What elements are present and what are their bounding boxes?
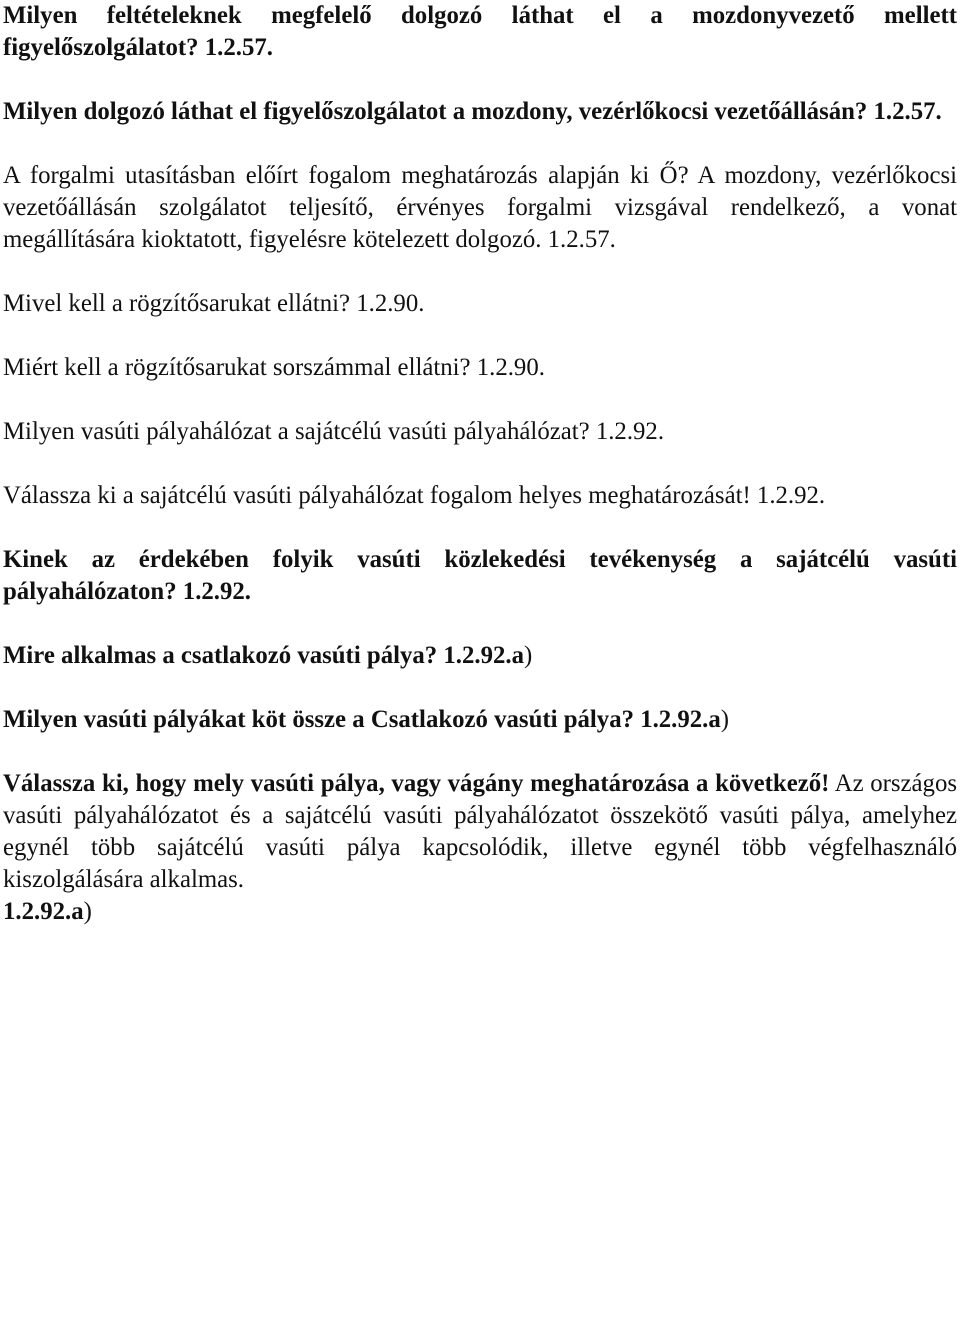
question-5-normal: Miért kell a rögzítősarukat sorszámmal ellátni? 1.2.90. — [3, 354, 545, 381]
question-9 — [3, 640, 957, 672]
question-10 — [3, 704, 957, 736]
question-4-normal: Mivel kell a rögzítősarukat ellátni? 1.2.90. — [3, 290, 425, 317]
question-4 — [3, 288, 957, 320]
question-3-normal: A forgalmi utasításban előírt fogalom meghatározás alapján ki Ő? A mozdony, vezérlőkocsi vezetőállásán szolgálatot teljesítő, érvényes forgalmi vizsgával rendelkező, a vonat megállítására kioktatott, figyelésre kötelezett dolgozó. 1.2.57. — [3, 162, 957, 253]
question-11-tail-normal: ) — [83, 898, 92, 925]
question-1-bold: Milyen feltételeknek megfelelő dolgozó láthat el a mozdonyvezető mellett figyelőszolgálatot? 1.2.57. — [3, 2, 957, 61]
question-6-normal: Milyen vasúti pályahálózat a sajátcélú vasúti pályahálózat? 1.2.92. — [3, 418, 665, 445]
question-2 — [3, 96, 957, 128]
question-7-normal: Válassza ki a sajátcélú vasúti pályahálózat fogalom helyes meghatározását! 1.2.92. — [3, 482, 826, 509]
question-10-normal: ) — [720, 706, 730, 733]
question-8 — [3, 544, 957, 608]
question-11 — [3, 768, 957, 928]
question-9-bold: Mire alkalmas a csatlakozó vasúti pálya? 1.2.92.a — [3, 642, 524, 669]
question-1 — [3, 0, 957, 64]
question-5 — [3, 352, 957, 384]
question-8-bold: Kinek az érdekében folyik vasúti közlekedési tevékenység a sajátcélú vasúti pályahálózaton? 1.2.92. — [3, 546, 957, 605]
question-10-bold: Milyen vasúti pályákat köt össze a Csatlakozó vasúti pálya? 1.2.92.a — [3, 706, 721, 733]
question-11-bold: Válassza ki, hogy mely vasúti pálya, vagy vágány meghatározása a következő! — [3, 770, 830, 797]
question-9-normal: ) — [523, 642, 533, 669]
question-2-bold: Milyen dolgozó láthat el figyelőszolgálatot a mozdony, vezérlőkocsi vezetőállásán? 1.2.57. — [3, 98, 942, 125]
question-11-tail-bold: 1.2.92.a — [3, 898, 84, 925]
question-11-normal: Az országos vasúti pályahálózatot és a sajátcélú vasúti pályahálózatot összekötő vasúti pálya, amelyhez egynél több sajátcélú vasúti pálya kapcsolódik, illetve egynél több végfelhasználó kiszolgálására alkalmas. — [3, 770, 958, 893]
question-3 — [3, 160, 957, 256]
question-7 — [3, 480, 957, 512]
question-6 — [3, 416, 957, 448]
